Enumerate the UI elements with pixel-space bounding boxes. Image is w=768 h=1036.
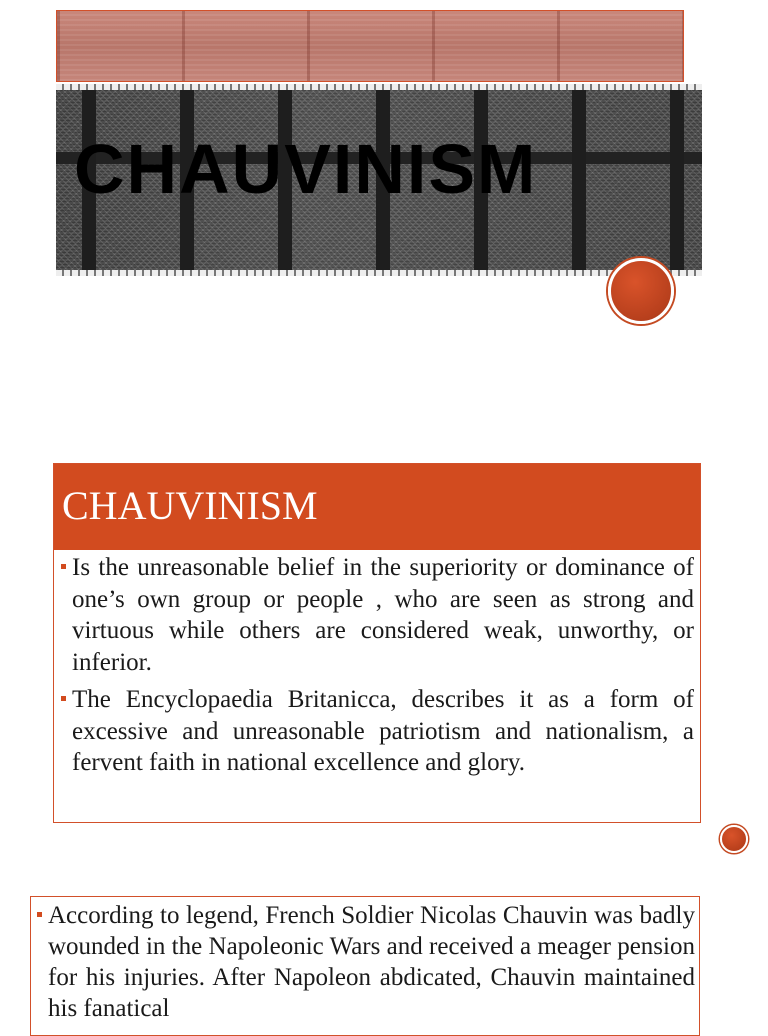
square-bullet-icon: [61, 696, 66, 701]
content-slide-3: [30, 896, 700, 1036]
slide-heading: CHAUVINISM: [62, 483, 318, 528]
banner-edge-top: [56, 84, 702, 90]
square-bullet-icon: [61, 564, 66, 569]
decorative-circle-small-icon: [720, 825, 748, 853]
slide-header: [54, 464, 700, 550]
decorative-texture-band: [56, 10, 684, 82]
list-item: [61, 684, 694, 779]
bullet-text: Is the unreasonable belief in the superiority or dominance of one’s own group or people , who are seen as strong and virtuous while others are considered weak, unworthy, or inferior.: [72, 554, 694, 676]
slide-body: [54, 550, 700, 779]
title-banner: [56, 84, 702, 276]
content-slide: [53, 463, 701, 823]
banner-edge-bottom: [56, 270, 702, 276]
decorative-circle-icon: [608, 258, 674, 324]
slide-title: CHAUVINISM: [74, 130, 538, 208]
list-item: [37, 900, 695, 1024]
square-bullet-icon: [37, 912, 42, 917]
list-item: [61, 552, 694, 678]
bullet-text: The Encyclopaedia Britanicca, describes it as a form of excessive and unreasonable patriotism and nationalism, a fervent faith in national excellence and glory.: [72, 686, 694, 776]
bullet-text: According to legend, French Soldier Nicolas Chauvin was badly wounded in the Napoleonic Wars and received a meager pension for his injuries. After Napoleon abdicated, Chauvin maintained his fanatical: [48, 902, 695, 1022]
